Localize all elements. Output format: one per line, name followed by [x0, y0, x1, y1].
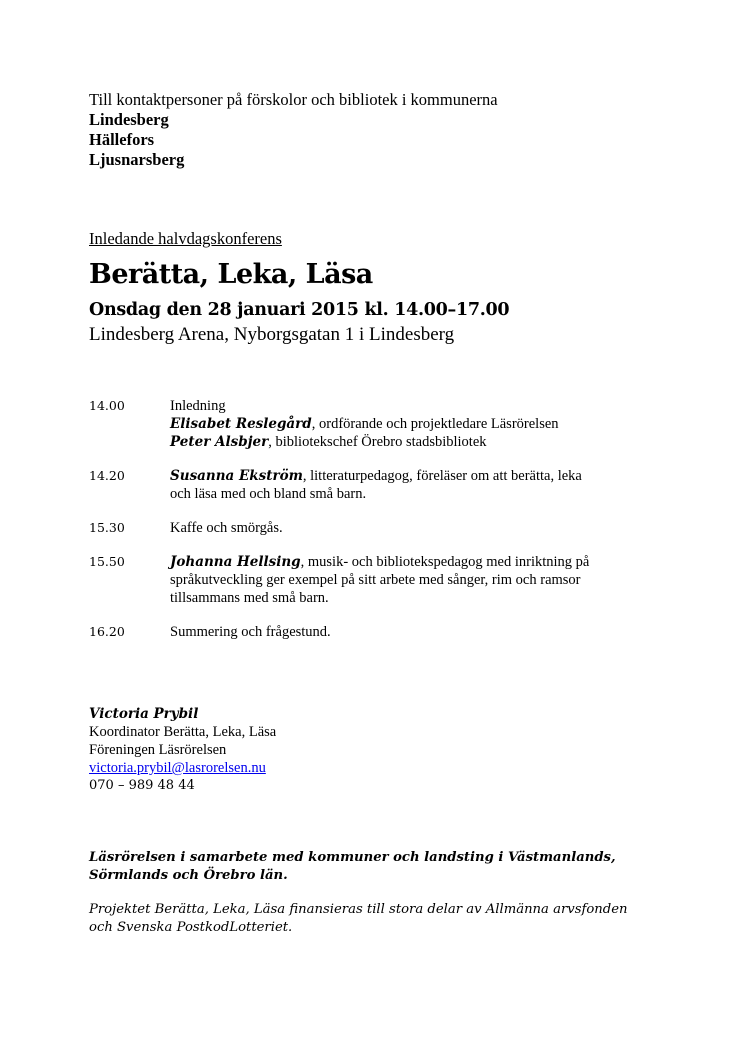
contact-role: Koordinator Berätta, Leka, Läsa: [89, 724, 277, 740]
agenda-text: Kaffe och smörgås.: [170, 520, 283, 536]
partnership-line: Sörmlands och Örebro län.: [89, 868, 288, 883]
agenda-line: [170, 553, 689, 571]
funding-line: och Svenska PostkodLotteriet.: [89, 920, 293, 935]
municipality-lindesberg: Lindesberg: [89, 110, 169, 129]
agenda-row: [89, 467, 689, 503]
agenda-text: , ordförande och projektledare Läsrörelsen: [311, 416, 559, 432]
agenda-time: 15.30: [89, 520, 125, 535]
agenda-line: [170, 589, 689, 607]
partnership-line: Läsrörelsen i samarbete med kommuner och landsting i Västmanlands,: [89, 850, 616, 865]
agenda-time: 14.20: [89, 468, 125, 483]
agenda-line: [170, 519, 689, 537]
speaker-name: Elisabet Reslegård: [170, 416, 312, 432]
event-title: Berätta, Leka, Läsa: [89, 259, 373, 290]
agenda-row: [89, 623, 689, 641]
agenda-line: [170, 623, 689, 641]
agenda-description: [170, 467, 689, 503]
agenda-line: [170, 571, 689, 589]
agenda-text: , litteraturpedagog, föreläser om att berätta, leka: [302, 468, 582, 484]
municipality-hallefors: Hällefors: [89, 130, 155, 149]
agenda-line: [170, 415, 689, 433]
agenda-text: och läsa med och bland små barn.: [170, 486, 367, 502]
agenda-description: [170, 623, 689, 641]
agenda-text: , musik- och bibliotekspedagog med inriktning på: [300, 554, 590, 570]
speaker-name: Peter Alsbjer: [170, 434, 269, 450]
agenda-text: tillsammans med små barn.: [170, 590, 329, 606]
agenda: [89, 397, 689, 657]
contact-organization: Föreningen Läsrörelsen: [89, 742, 227, 758]
speaker-name: Susanna Ekström: [170, 468, 303, 484]
agenda-text: språkutveckling ger exempel på sitt arbete med sånger, rim och ramsor: [170, 572, 581, 588]
agenda-line: [170, 397, 689, 415]
agenda-description: [170, 397, 689, 451]
agenda-line: [170, 433, 689, 451]
agenda-line: [170, 467, 689, 485]
municipality-ljusnarsberg: Ljusnarsberg: [89, 150, 185, 169]
event-venue: Lindesberg Arena, Nyborgsgatan 1 i Lindesberg: [89, 324, 455, 345]
agenda-description: [170, 553, 689, 607]
agenda-row: [89, 397, 689, 451]
agenda-row: [89, 519, 689, 537]
funding-note: [89, 901, 628, 937]
funding-line: Projektet Berätta, Leka, Läsa finansieras till stora delar av Allmänna arvsfonden: [89, 902, 628, 917]
event-date: Onsdag den 28 januari 2015 kl. 14.00–17.00: [89, 300, 510, 320]
agenda-time: 14.00: [89, 398, 125, 413]
recipients-block: [89, 90, 498, 170]
agenda-text: , bibliotekschef Örebro stadsbibliotek: [268, 434, 487, 450]
partnership-note: [89, 849, 616, 885]
contact-phone: 070 – 989 48 44: [89, 778, 195, 793]
contact-block: [89, 705, 276, 795]
agenda-description: [170, 519, 689, 537]
recipients-intro: Till kontaktpersoner på förskolor och bibliotek i kommunerna: [89, 90, 498, 109]
agenda-row: [89, 553, 689, 607]
agenda-line: [170, 485, 689, 503]
event-kicker: Inledande halvdagskonferens: [89, 229, 282, 248]
speaker-name: Johanna Hellsing: [170, 554, 301, 570]
agenda-time: 15.50: [89, 554, 125, 569]
agenda-text: Summering och frågestund.: [170, 624, 331, 640]
agenda-text: Inledning: [170, 398, 226, 414]
contact-name: Victoria Prybil: [89, 706, 199, 722]
contact-email-link[interactable]: victoria.prybil@lasrorelsen.nu: [89, 760, 266, 776]
agenda-time: 16.20: [89, 624, 125, 639]
